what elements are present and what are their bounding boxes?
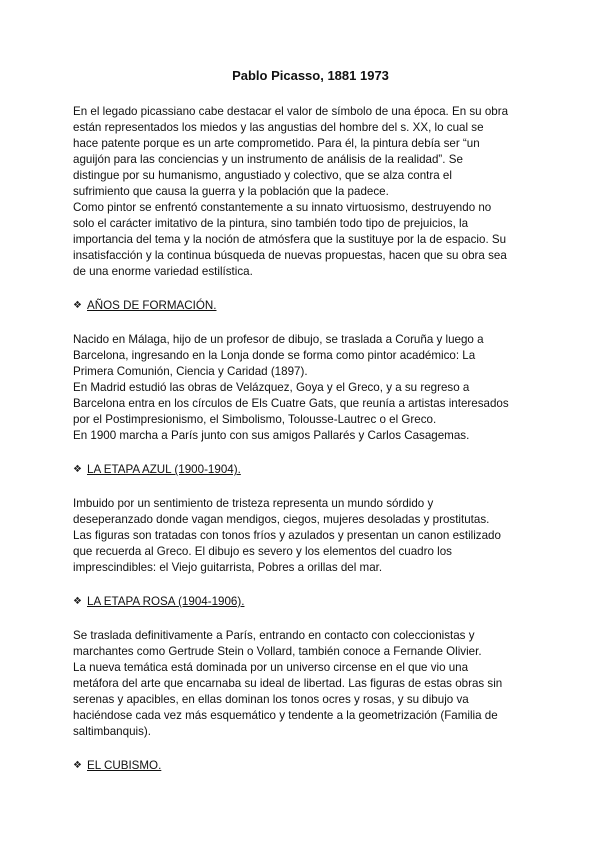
section-heading-text: EL CUBISMO. [87,759,162,772]
section-heading-etapa-rosa [73,594,540,610]
section-heading-cubismo [73,758,540,774]
diamond-bullet-icon: ❖ [73,300,82,311]
section-paragraph-formacion: Nacido en Málaga, hijo de un profesor de dibujo, se traslada a Coruña y luego a Barcelona, ingresando en la Lonja donde se forma como pintor académico: La Primera Comunión, Ciencia y Caridad (1897). En Madrid estudió las obras de Velázquez, Goya y el Greco, y a su regreso a Barcelona entra en los círculos de Els Cuatre Gats, que reunía a artistas interesados por el Postimpresionismo, el Simbolismo, Tolousse-Lautrec o el Greco. En 1900 marcha a París junto con sus amigos Pallarés y Carlos Casagemas. [73,333,509,442]
intro-paragraph: En el legado picassiano cabe destacar el valor de símbolo de una época. En su obra están representados los miedos y las angustias del hombre del s. XX, lo cual se hace patente porque es un arte comprometido. Para él, la pintura debía ser “un aguijón para las conciencias y un instrumento de análisis de la realidad”. Se distingue por su humanismo, angustiado y colectivo, que se alza contra el sufrimiento que causa la guerra y la población que la padece. Como pintor se enfrentó constantemente a su innato virtuosismo, destruyendo no solo el carácter imitativo de la pintura, sino también todo tipo de prejuicios, la importancia del tema y la noción de atmósfera que la sustituye por la de espacio. Su insatisfacción y la continua búsqueda de nuevas propuestas, hacen que su obra sea de una enorme variedad estilística. [73,105,509,278]
section-heading-formacion [73,298,540,314]
section-heading-text: LA ETAPA ROSA (1904-1906). [87,595,245,608]
diamond-bullet-icon: ❖ [73,760,82,771]
page-title: Pablo Picasso, 1881 1973 [232,68,389,83]
section-heading-text: AÑOS DE FORMACIÓN. [87,299,217,312]
section-heading-etapa-azul [73,462,540,478]
diamond-bullet-icon: ❖ [73,596,82,607]
section-heading-text: LA ETAPA AZUL (1900-1904). [87,463,241,476]
diamond-bullet-icon: ❖ [73,464,82,475]
section-paragraph-etapa-azul: Imbuido por un sentimiento de tristeza representa un mundo sórdido y deseperanzado donde vagan mendigos, ciegos, mujeres desoladas y prostitutas. Las figuras son tratadas con tonos fríos y azulados y presentan un canon estilizado que recuerda al Greco. El dibujo es severo y los elementos del cuadro los imprescindibles: el Viejo guitarrista, Pobres a orillas del mar. [73,497,501,574]
section-paragraph-etapa-rosa: Se traslada definitivamente a París, entrando en contacto con coleccionistas y marchantes como Gertrude Stein o Vollard, también conoce a Fernande Olivier. La nueva temática está dominada por un universo circense en el que vio una metáfora del arte que encarnaba su ideal de libertad. Las figuras de estas obras sin serenas y apacibles, en ellas dominan los tonos ocres y rosas, y su dibujo va haciéndose cada vez más esquemático y tendente a la geometrización (Familia de saltimbanquis). [73,629,503,738]
